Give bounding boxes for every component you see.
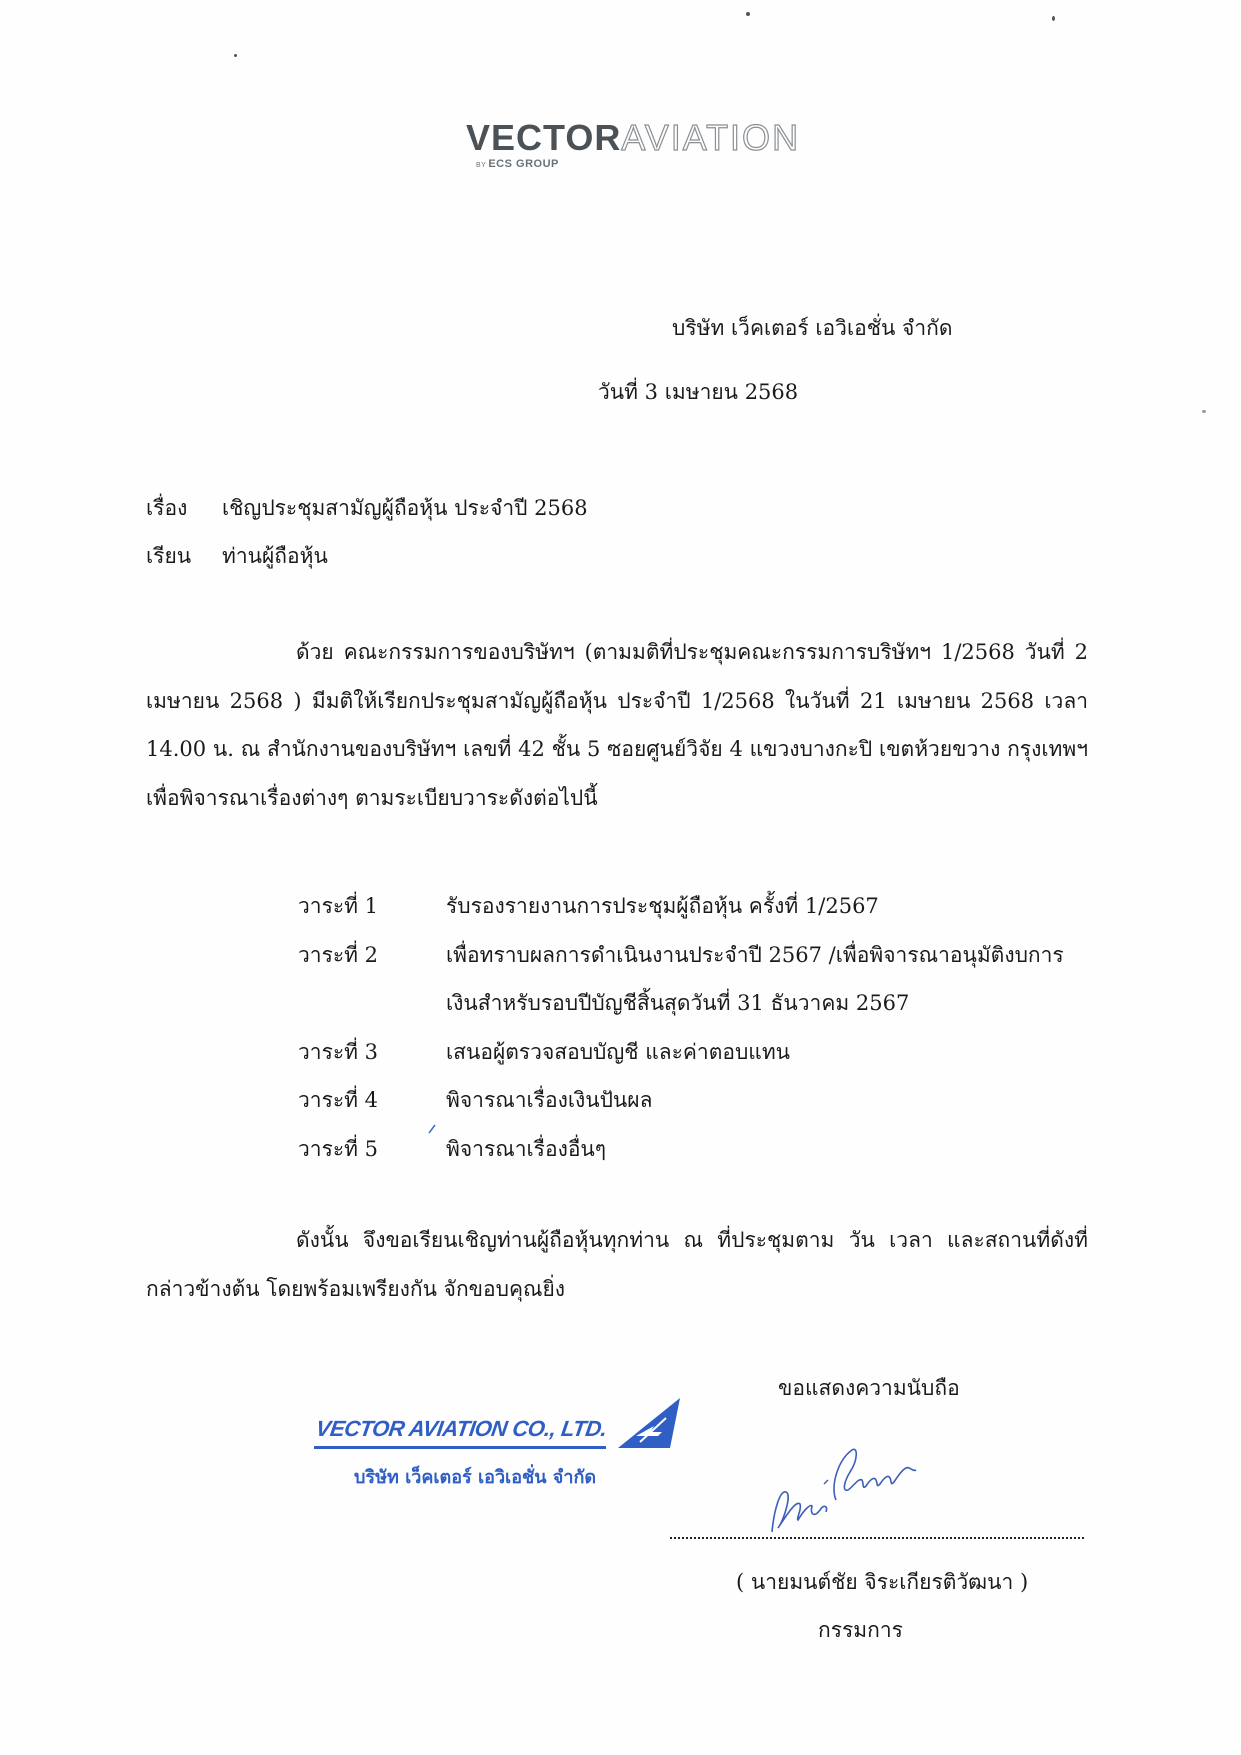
scan-speck bbox=[1202, 410, 1206, 413]
agenda-item-label: วาระที่ 3 bbox=[298, 1039, 379, 1064]
agenda-item bbox=[298, 1028, 1088, 1077]
agenda-list bbox=[298, 882, 1088, 1173]
agenda-item-label: วาระที่ 1 bbox=[298, 894, 379, 918]
agenda-item-label: วาระที่ 5 bbox=[298, 1136, 379, 1161]
company-stamp bbox=[312, 1396, 682, 1496]
agenda-item-text: เสนอผู้ตรวจสอบบัญชี และค่าตอบแทน bbox=[446, 1039, 791, 1064]
stamp-english-name: VECTOR AVIATION CO., LTD. bbox=[314, 1416, 609, 1441]
letter-date: วันที่ 3 เมษายน 2568 bbox=[598, 380, 799, 404]
handwritten-signature bbox=[766, 1420, 926, 1540]
agenda-item-text: พิจารณาเรื่องอื่นๆ bbox=[446, 1136, 607, 1161]
logo-group-text: ECS GROUP bbox=[488, 158, 559, 170]
stamp-thai-name: บริษัท เว็คเตอร์ เอวิเอชั่น จำกัด bbox=[354, 1467, 597, 1488]
agenda-item-text: พิจารณาเรื่องเงินปันผล bbox=[446, 1088, 653, 1112]
body-paragraph-1: ด้วย คณะกรรมการของบริษัทฯ (ตามมติที่ประชุมคณะกรรมการบริษัทฯ 1/2568 วันที่ 2 เมษายน 2568 ) มีมติให้เรียกประชุมสามัญผู้ถือหุ้น ประจำปี 1/2568 ในวันที่ 21 เมษายน 2568 เวลา 14.00 น. ณ สำนักงานของบริษัทฯ เลขที่ 42 ชั้น 5 ซอยศูนย์วิจัย 4 แขวงบางกะปิ เขตห้วยขวาง กรุงเทพฯ เพื่อพิจารณาเรื่องต่างๆ ตามระเบียบวาระดังต่อไปนี้ bbox=[146, 640, 1088, 810]
subject-label: เรื่อง bbox=[146, 496, 188, 520]
signer-title: กรรมการ bbox=[818, 1618, 903, 1642]
logo-by-text: BY bbox=[476, 162, 487, 169]
signature-line bbox=[670, 1537, 1084, 1539]
signer-name: ( นายมนต์ชัย จิระเกียรติวัฒนา ) bbox=[736, 1570, 1029, 1594]
agenda-item-label: วาระที่ 4 bbox=[298, 1088, 379, 1112]
company-name-header: บริษัท เว็คเตอร์ เอวิเอชั่น จำกัด bbox=[672, 316, 953, 340]
agenda-item bbox=[298, 882, 1088, 931]
pen-mark bbox=[428, 1124, 436, 1134]
stamp-underline bbox=[314, 1446, 606, 1449]
agenda-item bbox=[298, 931, 1088, 1028]
scan-speck bbox=[1052, 16, 1055, 21]
agenda-item-text: รับรองรายงานการประชุมผู้ถือหุ้น ครั้งที่ 1/2567 bbox=[446, 894, 879, 918]
scan-speck bbox=[746, 12, 750, 16]
logo-vector-text: VECTOR bbox=[466, 117, 622, 158]
subject-text: เชิญประชุมสามัญผู้ถือหุ้น ประจำปี 2568 bbox=[222, 496, 588, 520]
logo-aviation-text: AVIATION bbox=[621, 117, 801, 158]
logo-wordmark bbox=[466, 117, 801, 158]
agenda-item bbox=[298, 1076, 1088, 1125]
body-paragraph-2: ดังนั้น จึงขอเรียนเชิญท่านผู้ถือหุ้นทุกท่าน ณ ที่ประชุมตาม วัน เวลา และสถานที่ดังที่กล่าวข้างต้น โดยพร้อมเพรียงกัน จักขอบคุณยิ่ง bbox=[146, 1228, 1088, 1301]
agenda-item-text: เพื่อทราบผลการดำเนินงานประจำปี 2567 /เพื่อพิจารณาอนุมัติงบการเงินสำหรับรอบปีบัญชีสิ้นสุดวันที่ 31 ธันวาคม 2567 bbox=[446, 942, 1064, 1015]
company-logo bbox=[466, 117, 801, 178]
recipient-label: เรียน bbox=[146, 544, 192, 568]
agenda-item-label: วาระที่ 2 bbox=[298, 942, 379, 967]
agenda-item bbox=[298, 1125, 1088, 1174]
recipient-text: ท่านผู้ถือหุ้น bbox=[222, 544, 328, 568]
logo-subtitle bbox=[476, 158, 786, 172]
stamp-airplane-icon bbox=[610, 1396, 686, 1452]
closing-regards: ขอแสดงความนับถือ bbox=[778, 1376, 960, 1400]
scan-speck bbox=[234, 54, 237, 57]
